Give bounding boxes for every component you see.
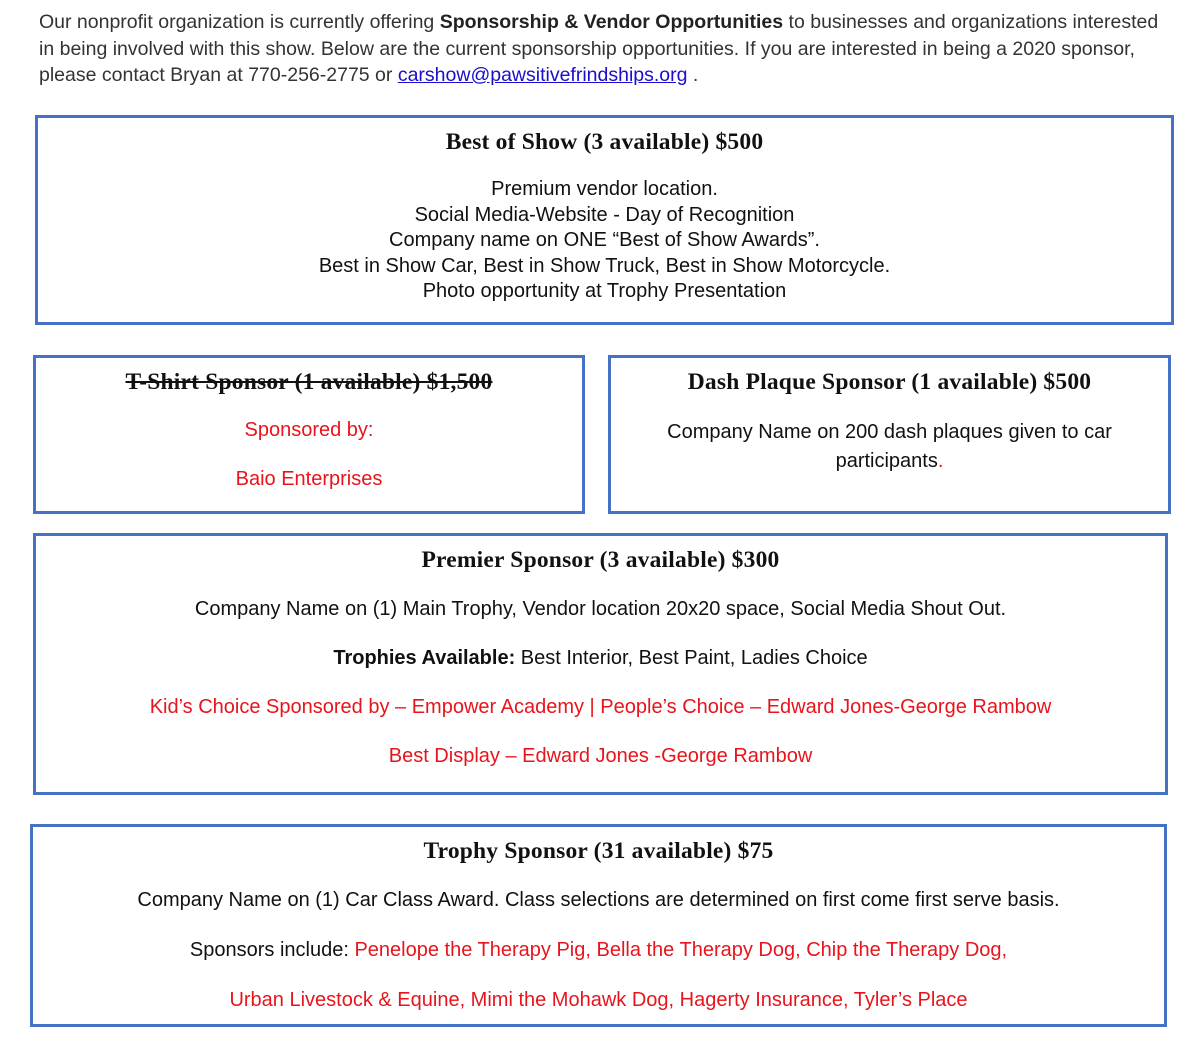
premier-description: Company Name on (1) Main Trophy, Vendor location 20x20 space, Social Media Shout Out. bbox=[194, 598, 1007, 620]
trophy-sponsor-box bbox=[30, 824, 1167, 1027]
intro-paragraph bbox=[39, 9, 1159, 89]
tshirt-sponsor-title: T-Shirt Sponsor (1 available) $1,500 bbox=[125, 369, 493, 395]
tshirt-sponsor-name: Baio Enterprises bbox=[235, 468, 383, 490]
trophy-sponsors-list: Penelope the Therapy Pig, Bella the Therapy Dog, Chip the Therapy Dog, bbox=[354, 939, 1008, 961]
premier-trophies bbox=[36, 646, 1165, 670]
intro-text-continued: to businesses and organizations interested in being involved with this show. Below are the current sponsorship opportunities. If you are interested in being a 2020 sponsor, please contact Bryan at 770-256-2775 or bbox=[39, 11, 1159, 86]
dash-plaque-title: Dash Plaque Sponsor (1 available) $500 bbox=[687, 369, 1092, 395]
dash-plaque-line: Company Name on 200 dash plaques given to car bbox=[667, 421, 1112, 443]
best-of-show-line: Premium vendor location. bbox=[491, 178, 718, 200]
trophies-available-label: Trophies Available: bbox=[333, 647, 516, 669]
email-link[interactable]: carshow@pawsitivefrindships.org bbox=[397, 64, 688, 86]
best-of-show-line: Photo opportunity at Trophy Presentation bbox=[422, 280, 787, 302]
intro-bold-text: Sponsorship & Vendor Opportunities bbox=[439, 11, 784, 33]
best-of-show-title: Best of Show (3 available) $500 bbox=[445, 129, 764, 155]
trophies-available-list: Best Interior, Best Paint, Ladies Choice bbox=[515, 647, 868, 669]
trophy-description: Company Name on (1) Car Class Award. Class selections are determined on first come first serve basis. bbox=[137, 889, 1060, 911]
tshirt-sponsored-by-label: Sponsored by: bbox=[244, 419, 374, 441]
premier-sponsored-line: Kid’s Choice Sponsored by – Empower Academy | People’s Choice – Edward Jones-George Rambow bbox=[149, 696, 1052, 718]
best-of-show-line: Company name on ONE “Best of Show Awards”. bbox=[389, 229, 820, 251]
dash-plaque-description bbox=[611, 418, 1168, 476]
tshirt-sponsor-box bbox=[33, 355, 585, 514]
premier-sponsor-box bbox=[33, 533, 1168, 795]
best-of-show-line: Social Media-Website - Day of Recognition bbox=[414, 203, 795, 226]
premier-sponsored-line-2: Best Display – Edward Jones -George Rambow bbox=[388, 745, 813, 767]
trophy-sponsors-line-2: Urban Livestock & Equine, Mimi the Mohawk Dog, Hagerty Insurance, Tyler’s Place bbox=[229, 989, 968, 1011]
best-of-show-details bbox=[38, 177, 1171, 305]
dash-plaque-period: . bbox=[937, 450, 944, 472]
dash-plaque-line-2 bbox=[611, 447, 1168, 476]
best-of-show-line: Best in Show Car, Best in Show Truck, Best in Show Motorcycle. bbox=[318, 254, 891, 277]
trophy-sponsors-line bbox=[33, 938, 1164, 962]
premier-sponsor-title: Premier Sponsor (3 available) $300 bbox=[421, 547, 780, 573]
intro-text-end: . bbox=[687, 64, 699, 86]
dash-plaque-line-text: participants bbox=[835, 450, 938, 472]
dash-plaque-sponsor-box bbox=[608, 355, 1171, 514]
trophy-sponsors-label: Sponsors include: bbox=[189, 939, 355, 961]
trophy-sponsor-title: Trophy Sponsor (31 available) $75 bbox=[423, 838, 774, 864]
intro-text: Our nonprofit organization is currently offering bbox=[39, 11, 440, 33]
best-of-show-box bbox=[35, 115, 1174, 325]
